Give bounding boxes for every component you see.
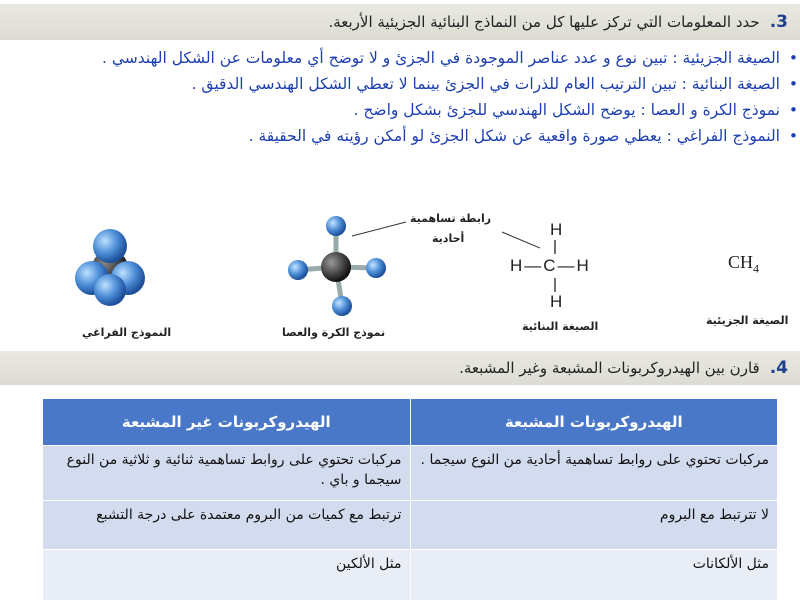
table-cell: مركبات تحتوي على روابط تساهمية ثنائية و ثلاثية من النوع سيجما و باي . [43, 446, 411, 501]
question-number: 3. [769, 12, 788, 32]
ball-and-stick-caption: نموذج الكرة والعصا [282, 326, 386, 339]
table-row [43, 550, 778, 601]
bond-label-line2: أحادية [432, 232, 465, 245]
question-prompt: قارن بين الهيدروكربونات المشبعة وغير المشبعة. [459, 359, 760, 377]
table-cell: ترتبط مع كميات من البروم معتمدة على درجة التشبع [43, 501, 411, 550]
molecular-formula-subscript: 4 [753, 261, 760, 276]
structural-bottom-h: H [550, 292, 563, 311]
table-cell: مثل الألكين [43, 550, 411, 601]
comparison-table [42, 398, 778, 601]
header-saturated: الهيدروكربونات المشبعة [410, 399, 778, 446]
space-filling-caption: النموذج الفراغي [82, 326, 172, 339]
molecular-caption: الصيغة الجزيئية [706, 314, 789, 327]
structural-row: H—C—H [510, 256, 591, 275]
question-4-bar [0, 351, 800, 385]
table-row [43, 501, 778, 550]
structural-vertical-bonds [550, 240, 570, 300]
structural-top-h: H [550, 220, 563, 239]
table-row [43, 446, 778, 501]
bullet-ball-stick: • نموذج الكرة و العصا : يوضح الشكل الهندسي للجزئ بشكل واضح . [30, 98, 780, 122]
bullet-space-filling: • النموذج الفراغي : يعطي صورة واقعية عن شكل الجزئ لو أمكن رؤيته في الحقيقة . [30, 124, 780, 148]
structural-caption: الصيغة البنائية [522, 320, 599, 333]
question-number: 4. [769, 358, 788, 378]
molecular-formula [728, 252, 759, 277]
question-3-bar [0, 4, 800, 40]
header-unsaturated: الهيدروكربونات غير المشبعة [43, 399, 411, 446]
molecular-formula-text: CH [728, 252, 754, 272]
table-cell: لا تترتبط مع البروم [410, 501, 778, 550]
table-header-row [43, 399, 778, 446]
table-cell: مركبات تحتوي على روابط تساهمية أحادية من النوع سيجما . [410, 446, 778, 501]
space-filling-model-image [70, 228, 150, 308]
bullet-molecular-formula: • الصيغة الجزيئية : تبين نوع و عدد عناصر الموجودة في الجزئ و لا توضح أي معلومات عن الشكل الهندسي . [30, 46, 780, 70]
bullet-structural-formula: • الصيغة البنائية : تبين الترتيب العام للذرات في الجزئ بينما لا تعطي الشكل الهندسي الدقيق . [30, 72, 780, 96]
table-cell: مثل الألكانات [410, 550, 778, 601]
answer-bullets [30, 46, 798, 150]
question-prompt: حدد المعلومات التي تركز عليها كل من النماذج البنائية الجزيئية الأربعة. [328, 13, 760, 31]
bond-label-line1: رابطة تساهمية [410, 212, 492, 225]
